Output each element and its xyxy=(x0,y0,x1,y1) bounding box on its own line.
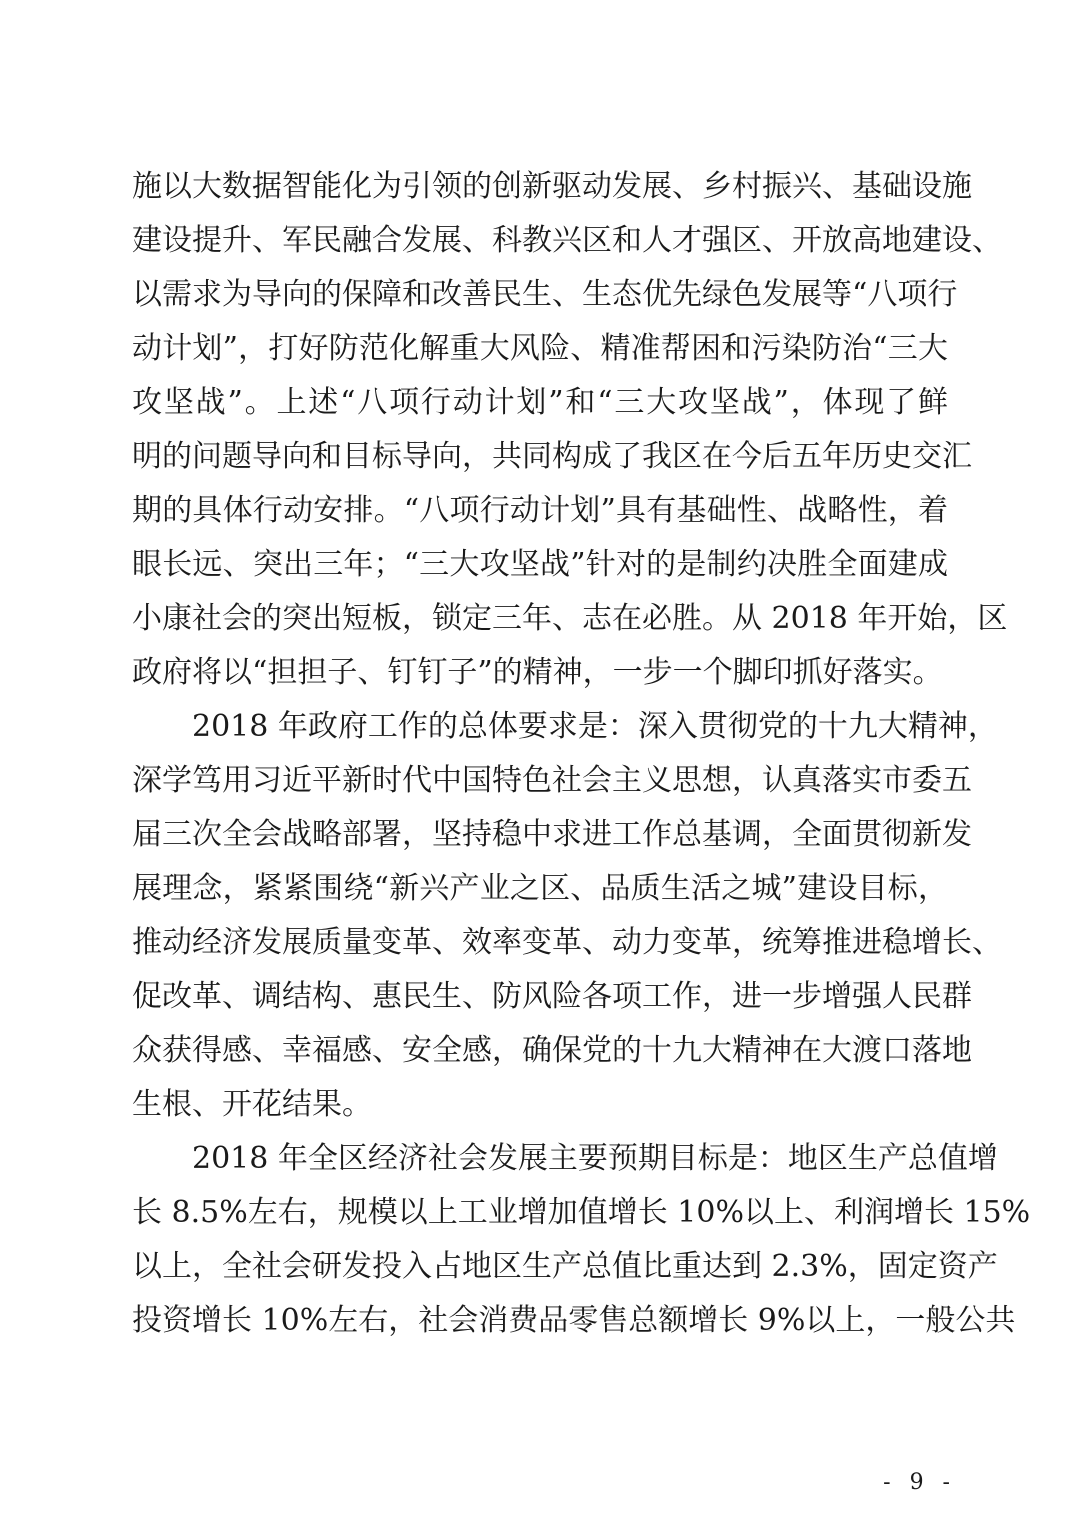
text-line: 届三次全会战略部署，坚持稳中求进工作总基调，全面贯彻新发 xyxy=(132,817,972,852)
text-line: 攻坚战”。上述“八项行动计划”和“三大攻坚战”，体现了鲜 xyxy=(132,385,948,420)
text-line: 生根、开花结果。 xyxy=(132,1087,372,1122)
text-line: 政府将以“担担子、钉钉子”的精神，一步一个脚印抓好落实。 xyxy=(132,655,943,690)
page-number: - 9 - xyxy=(883,1470,956,1495)
text-line: 以需求为导向的保障和改善民生、生态优先绿色发展等“八项行 xyxy=(132,277,958,312)
text-line: 以上，全社会研发投入占地区生产总值比重达到 2.3%，固定资产 xyxy=(132,1249,998,1284)
text-line: 2018 年政府工作的总体要求是：深入贯彻党的十九大精神， xyxy=(132,709,998,744)
text-line: 2018 年全区经济社会发展主要预期目标是：地区生产总值增 xyxy=(132,1141,998,1176)
text-line: 小康社会的突出短板，锁定三年、志在必胜。从 2018 年开始，区 xyxy=(132,601,1008,636)
text-line: 众获得感、幸福感、安全感，确保党的十九大精神在大渡口落地 xyxy=(132,1033,972,1068)
text-line: 动计划”，打好防范化解重大风险、精准帮困和污染防治“三大 xyxy=(132,331,948,366)
text-line: 期的具体行动安排。“八项行动计划”具有基础性、战略性，着 xyxy=(132,493,948,528)
text-line: 建设提升、军民融合发展、科教兴区和人才强区、开放高地建设、 xyxy=(132,223,1002,258)
text-line: 投资增长 10%左右，社会消费品零售总额增长 9%以上，一般公共 xyxy=(132,1303,1016,1338)
text-line: 眼长远、突出三年；“三大攻坚战”针对的是制约决胜全面建成 xyxy=(132,547,948,582)
text-line: 推动经济发展质量变革、效率变革、动力变革，统筹推进稳增长、 xyxy=(132,925,1002,960)
text-line: 展理念，紧紧围绕“新兴产业之区、品质生活之城”建设目标， xyxy=(132,871,948,906)
text-line: 明的问题导向和目标导向，共同构成了我区在今后五年历史交汇 xyxy=(132,439,972,474)
text-line: 促改革、调结构、惠民生、防风险各项工作，进一步增强人民群 xyxy=(132,979,972,1014)
text-line: 深学笃用习近平新时代中国特色社会主义思想，认真落实市委五 xyxy=(132,763,972,798)
text-line: 施以大数据智能化为引领的创新驱动发展、乡村振兴、基础设施 xyxy=(132,169,972,204)
text-line: 长 8.5%左右，规模以上工业增加值增长 10%以上、利润增长 15% xyxy=(132,1195,1031,1230)
